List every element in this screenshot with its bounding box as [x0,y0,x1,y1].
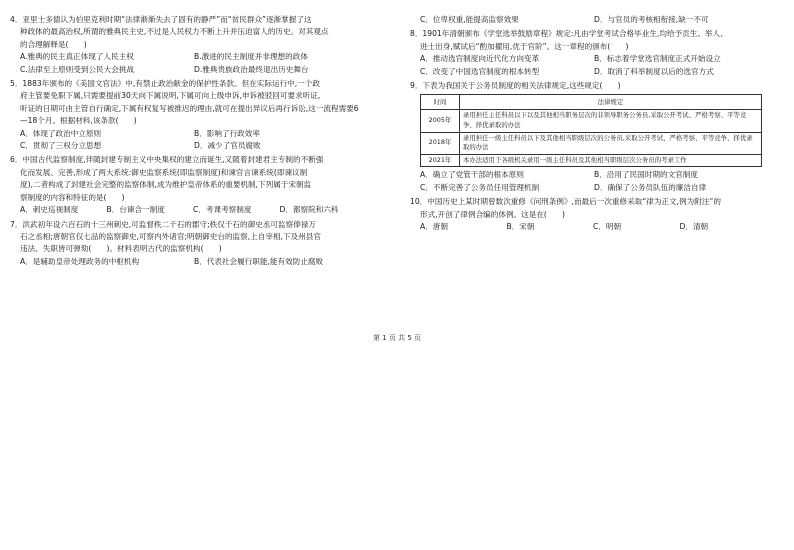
table-cell: 录用担任主任科员以下以及其他相当职务层次的非领导职务公务员,采取公开考试、严格考察、平等竞争、择优录取的办法 [460,110,762,132]
left-column [10,14,362,270]
regulation-table [420,94,762,167]
answer-option: B．影响了行政效率 [194,128,260,138]
answer-option: D．都察院和六科 [279,205,339,215]
table-cell: 2021年 [421,154,460,167]
table-cell: 2018年 [421,132,460,154]
question-block [410,196,762,233]
answer-options [10,204,362,216]
table-header-row [421,95,762,110]
question-stem-line: 种政体的最高治权,所谓的雅典民主史,不过是人民权力不断上升并压迫富人的历史。对其观点 [20,27,329,37]
table-header-cell: 时间 [421,95,460,110]
answer-option: B．标志着学堂选官制度正式开始设立 [594,54,721,64]
answer-option: D.雅典贵族政治最终退出历史舞台 [194,64,309,74]
question-stem-line: 府主管要免职下属,只需要提前30天向下属说明,下属可向上级申诉,申诉被驳回可要求听证, [20,91,321,101]
question-stem-line: 度),二者构成了封建社会完整的监察体制,成为维护皇帝体系的重要机制,下列属于宋朝监 [20,180,312,190]
answer-options [410,169,762,194]
answer-option: A．是辅助皇帝处理政务的中枢机构 [20,256,140,266]
answer-options [410,53,762,78]
answer-option: B．台谏合一制度 [106,205,165,215]
question-stem-line: 9．下表为我国关于公务员制度的相关法律规定,这些规定( ) [410,81,621,91]
question-block [10,154,362,216]
question-block [410,14,762,26]
answer-option: A．唐朝 [420,222,448,232]
table-row [421,154,762,167]
answer-option: B．沿用了民国时期的文官制度 [594,170,698,180]
answer-option: C．位卑权重,能提高监察效果 [420,15,519,24]
question-stem-line: 7．洪武初年设六百石的十三州刺史,可监督秩二千石的郡守;秩仅千石的御史丞可监察俸禄万 [10,219,316,229]
question-stem-line: 形式,开创了律例合编的体例。这是在( ) [420,209,566,219]
answer-options [410,221,762,233]
answer-option: D．减少了官员腐败 [194,141,261,151]
answer-option: A.雅典的民主真正体现了人民主权 [20,52,134,62]
table-row [421,110,762,132]
table-cell: 本办法适用于各级机关录用一级主任科员及其他相当职级层次公务员的考录工作 [460,154,762,167]
question-block [10,78,362,152]
table-row [421,132,762,154]
question-stem-line: 违法、失职皆可弹劾( )。材料表明古代的监察机构( ) [20,244,222,254]
question-stem-line: 的合理解释是( ) [20,39,87,49]
answer-option: B．宋朝 [506,222,535,232]
question-stem-line: 听证的日期可由主管自行确定,下属有权复写被推迟的理由,就可在提出异议后再行诉讼,这一流程需要6—18个月。根据材料,该条款( ) [20,103,359,126]
answer-option: C.法律至上原则受到公民大会挑战 [20,64,135,74]
right-column [410,14,762,235]
question-block [10,219,362,269]
answer-option: C．不断完善了公务员任用管理机制 [420,182,540,192]
answer-options [410,14,762,26]
answer-option: D．与官员的考核相衔接,缺一不可 [594,15,709,24]
answer-option: B．代表社会履行职能,能有效防止腐败 [194,256,324,266]
answer-option: C．明朝 [593,222,622,232]
answer-option: D．取消了科举制度以后的选官方式 [594,66,714,76]
question-stem-line: 5．1883年颁布的《美国文官法》中,有禁止政治献金的保护性条款。但在实际运行中,一个政 [10,79,320,89]
question-stem-line: 6．中国古代监察制度,伴随封建专制主义中央集权的建立而诞生,又随着封建君主专制的不断强 [10,155,324,165]
answer-option: D．确保了公务员队伍的廉洁自律 [594,182,707,192]
question-stem-line: 进士出身,赋试后“酌加擢用,优于官阶”。这一章程的颁布( ) [420,41,629,51]
question-stem-line: 石之丞相;唐朝官仅七品的监察御史,可察内外诸官;明朝御史台的监察,上自宰相,下及州县官 [20,231,321,241]
answer-options [10,128,362,153]
answer-option: A．推动选官制度向近代化方向变革 [420,54,540,64]
answer-option: A．体现了政治中立原则 [20,128,102,138]
page-footer: 第 1 页 共 5 页 [372,334,422,342]
question-stem-line: 化而发展、完善,形成了两大系统:御史监察系统(即监察制度)和谏官言谏系统(即谏议制 [20,167,308,177]
question-block [10,14,362,76]
answer-option: A．确立了党管干部的根本原则 [420,170,524,180]
answer-option: A．刺史巡视制度 [20,205,79,215]
answer-options [10,51,362,76]
question-stem-line: 8．1901年清朝颁布《学堂选举鼓励章程》规定:凡由学堂考试合格毕业生,均给予贡生、举人、 [410,29,728,39]
answer-option: C．改变了中国选官制度的根本转型 [420,66,540,76]
answer-option: C．考课考察制度 [193,205,252,215]
answer-option: C．贯彻了三权分立思想 [20,141,102,151]
question-stem-line: 4．亚里士多德认为伯里克利时期“法律渐渐失去了固有的静严”而“贫民群众”逐渐掌握了这 [10,15,312,24]
answer-options [10,256,362,268]
question-stem-line: 察制度的内容和特征的是( ) [20,192,125,202]
table-cell: 录用担任一级主任科员以下及其他相当职级层次的公务员,采取公开考试、严格考察、平等竞争、择优录取的办法 [460,132,762,154]
answer-option: B.激进的民主制度并非理想的政体 [194,52,308,62]
question-block [410,80,762,194]
question-stem-line: 10．中国历史上某时期曾数次重修《问刑条例》,而最后一次重修采取“律为正文,例为附注”的 [410,197,721,207]
table-cell: 2005年 [421,110,460,132]
table-header-cell: 法律规定 [460,95,762,110]
answer-option: D．清朝 [679,222,709,232]
question-block [410,28,762,78]
